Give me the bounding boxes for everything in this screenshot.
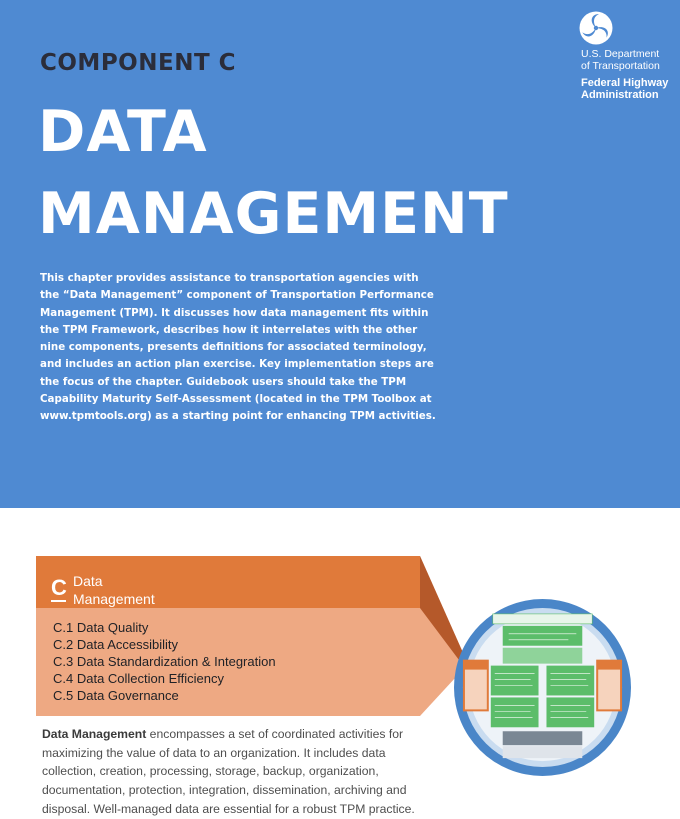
svg-text:C: C (51, 575, 67, 600)
logo-text-line-3: Federal Highway (581, 77, 669, 89)
body-paragraph (42, 725, 427, 819)
logo-text-line-1: U.S. Department (581, 48, 660, 60)
component-title-line-2: Management (73, 591, 155, 607)
list-item: C.1 Data Quality (53, 620, 149, 635)
page-title-line-2: MANAGEMENT (38, 181, 509, 247)
intro-paragraph: This chapter provides assistance to transportation agencies with the “Data Management” component of Transportation Performance Management (TPM). It discusses how data management fits within the TPM Framework, describes how it interrelates with the other nine components, presents definitions for associated terminology, and includes an action plan exercise. Key implementation steps are the focus of the chapter. Guidebook users should take the TPM Capability Maturity Self-Assessment (located in the TPM Toolbox at www.tpmtools.org) as a starting point for enhancing TPM activities. (40, 272, 436, 423)
logo-text-line-4: Administration (581, 89, 659, 101)
page-title-line-1: DATA (38, 99, 208, 165)
list-item: C.3 Data Standardization & Integration (53, 653, 276, 669)
component-label: COMPONENT C (40, 50, 237, 76)
list-item: C.4 Data Collection Efficiency (53, 670, 225, 686)
component-letter-icon (50, 573, 68, 605)
subcomponent-list (53, 620, 276, 705)
usdot-triskelion-icon (579, 11, 613, 45)
list-item: C.2 Data Accessibility (53, 636, 178, 652)
body-text: encompasses a set of coordinated activities for maximizing the value of data to an organization. It includes data collection, creation, processing, storage, backup, organization, documentation, protection, integration, dissemination, archiving and disposal. Well-managed data are essential for a robust TPM practice. (42, 727, 415, 816)
logo-text-line-2: of Transportation (581, 60, 660, 72)
list-item: C.5 Data Governance (53, 687, 179, 703)
body-lead-term: Data Management (42, 727, 147, 741)
component-title-line-1: Data (73, 573, 103, 589)
tpm-framework-diagram (453, 598, 632, 777)
